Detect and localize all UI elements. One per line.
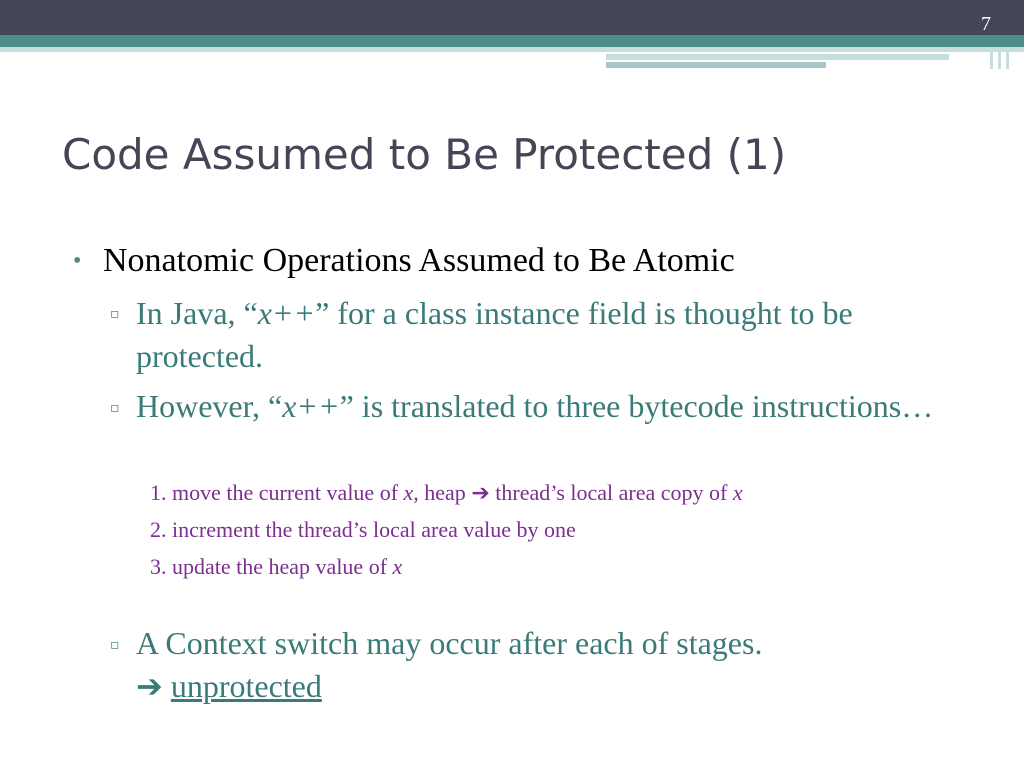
header-accent-bar [606,62,826,68]
page-number: 7 [981,13,991,35]
conclusion-line [136,665,966,708]
bullet-dot-icon: • [73,248,82,274]
square-bullet-icon: ▫ [110,306,120,322]
square-bullet-icon: ▫ [110,400,120,416]
header-bar-light [0,47,1024,52]
step-item: 3. update the heap value of x [150,554,403,579]
header-bar-dark [0,0,1024,35]
header-accent-bar [606,54,949,60]
unprotected-link: unprotected [170,668,322,704]
header-bar-teal [0,35,1024,47]
step-item: 2. increment the thread’s local area value by one [150,517,576,542]
slide-title: Code Assumed to Be Protected (1) [62,130,787,179]
sub-bullet-however: However, “x++” is translated to three bytecode instructions… [136,388,934,424]
square-bullet-icon: ▫ [110,637,120,653]
sub-bullet-context-switch: A Context switch may occur after each of stages. ➔ unprotected [136,622,966,708]
header-accent-line [998,47,1001,69]
bullet-main: Nonatomic Operations Assumed to Be Atomic [103,242,735,279]
header-accent-line [990,47,993,69]
code-variable: x++ [282,388,340,424]
sub-bullet-java: In Java, “x++” for a class instance field is thought to be protected. [136,295,853,374]
arrow-right-icon: ➔ [136,668,163,704]
step-item: 1. move the current value of x, heap ➔ thread’s local area copy of x [150,480,743,505]
code-variable: x++ [257,295,316,331]
arrow-right-icon: ➔ [471,480,490,505]
header-accent-line [1006,47,1009,69]
